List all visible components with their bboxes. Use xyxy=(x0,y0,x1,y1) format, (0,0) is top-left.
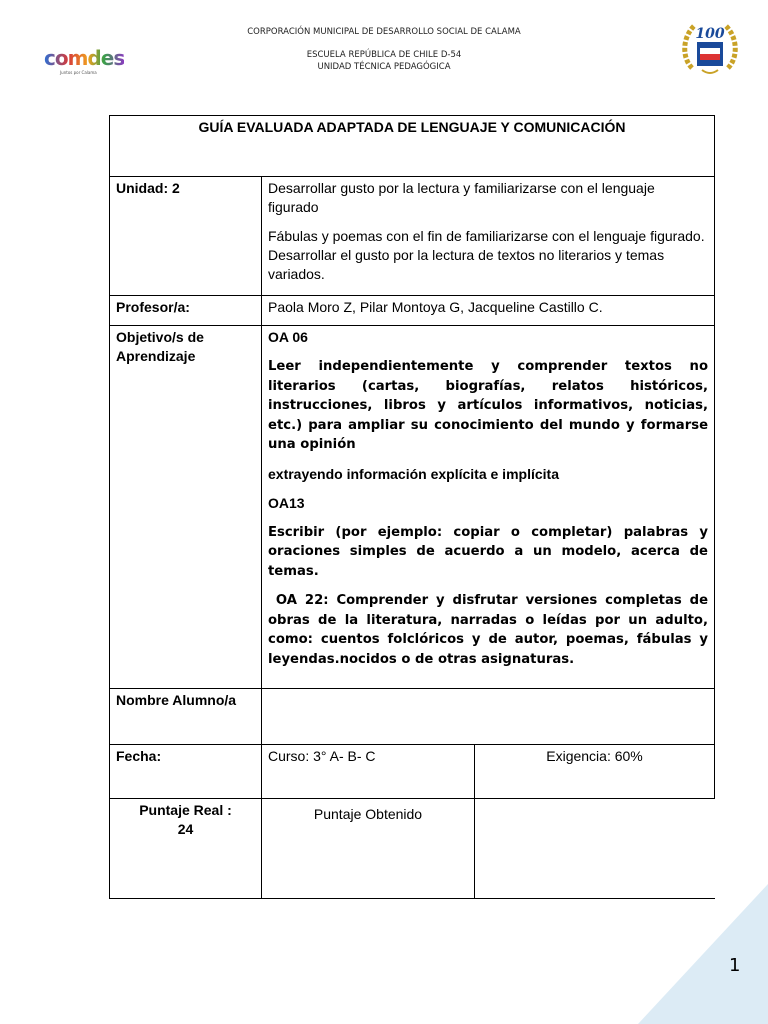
objectives-content xyxy=(262,326,715,689)
oa13-code: OA13 xyxy=(268,494,305,511)
oa13-text: Escribir (por ejemplo: copiar o completar) palabras y oraciones simples de acuerdo a un modelo, acerca de temas. xyxy=(268,524,709,579)
header-unit: UNIDAD TÉCNICA PEDAGÓGICA xyxy=(317,62,451,72)
score-real-value: 24 xyxy=(177,821,194,837)
oa06-code: OA 06 xyxy=(268,329,308,345)
unit-description xyxy=(262,177,715,296)
unit-paragraph-1: Desarrollar gusto por la lectura y familiarizarse con el lenguaje figurado xyxy=(268,180,655,215)
oa06-text: Leer independientemente y comprender textos no literarios (cartas, biografías, relatos históricos, instrucciones, libros y artículos informativos, noticias, etc.) para ampliar su conocimiento del mundo y formarse una opinión xyxy=(268,359,709,452)
comdes-logo-slogan: Juntos por Calama xyxy=(60,70,97,75)
header-school: ESCUELA REPÚBLICA DE CHILE D-54 xyxy=(306,50,462,60)
header-corporation: CORPORACIÓN MUNICIPAL DE DESARROLLO SOCIAL DE CALAMA xyxy=(247,27,521,37)
unit-label: Unidad: 2 xyxy=(110,177,262,296)
guide-title: GUÍA EVALUADA ADAPTADA DE LENGUAJE Y COMUNICACIÓN xyxy=(110,116,715,177)
student-name-field[interactable] xyxy=(262,689,715,745)
course-value: Curso: 3° A- B- C xyxy=(262,745,475,799)
student-name-label: Nombre Alumno/a xyxy=(110,689,262,745)
score-obtained-label: Puntaje Obtenido xyxy=(262,799,475,899)
score-real-label: Puntaje Real : xyxy=(139,802,232,818)
objectives-label: Objetivo/s de Aprendizaje xyxy=(110,326,262,689)
unit-paragraph-2: Fábulas y poemas con el fin de familiarizarse con el lenguaje figurado. Desarrollar el gusto por la lectura de textos no literarios y temas variados. xyxy=(268,228,705,282)
teacher-value: Paola Moro Z, Pilar Montoya G, Jacqueline Castillo C. xyxy=(262,296,715,326)
school-crest-icon xyxy=(680,18,740,80)
corner-decoration xyxy=(638,884,768,1024)
oa22-text: OA 22: Comprender y disfrutar versiones completas de obras de la literatura, narradas o leídas por un adulto, como: cuentos folclóricos y de autor, poemas, fábulas y leyendas.nocidos o de otras asignaturas. xyxy=(268,593,713,667)
page-number: 1 xyxy=(729,955,741,976)
date-label: Fecha: xyxy=(110,745,262,799)
score-real-cell xyxy=(110,799,262,899)
crest-number: 100 xyxy=(695,26,725,42)
requirement-value: Exigencia: 60% xyxy=(475,745,715,799)
oa06-extra: extrayendo información explícita e implícita xyxy=(268,465,559,482)
comdes-logo-text: comdes xyxy=(44,46,125,70)
evaluation-guide-table xyxy=(109,115,715,899)
teacher-label: Profesor/a: xyxy=(110,296,262,326)
comdes-logo xyxy=(44,46,125,80)
